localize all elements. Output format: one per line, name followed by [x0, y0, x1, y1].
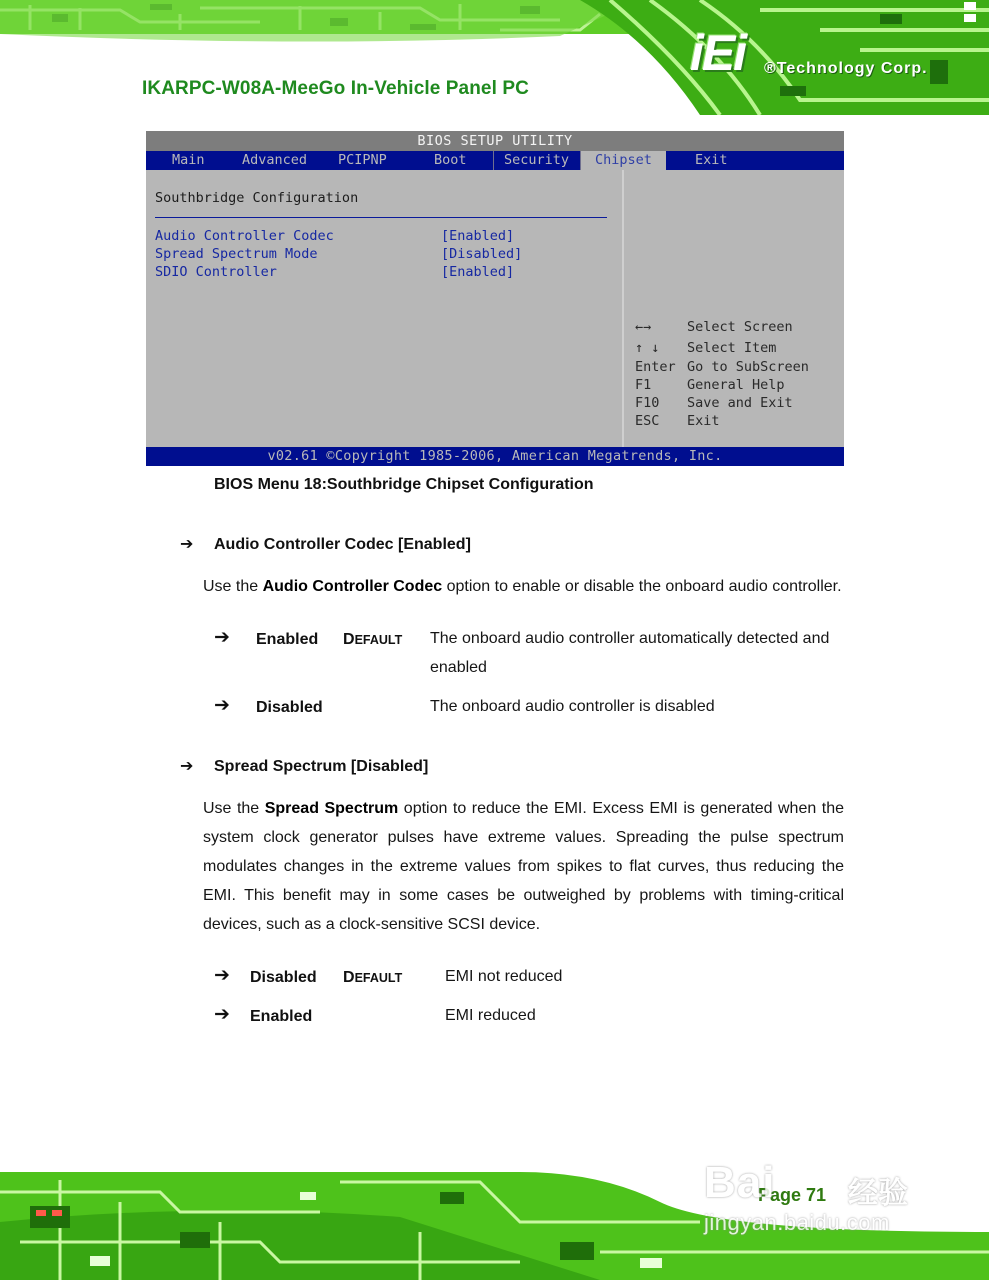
help-key: F10: [635, 395, 660, 411]
help-row: [635, 377, 785, 393]
paragraph-audio: [203, 572, 844, 601]
help-row: [635, 359, 809, 375]
option-row-disabled: [214, 965, 844, 992]
help-desc: Go to SubScreen: [687, 359, 809, 375]
option-value-spread[interactable]: [Disabled]: [441, 246, 523, 262]
help-row: [635, 395, 793, 411]
help-key: F1: [635, 377, 652, 393]
page-number: Page 71: [758, 1185, 827, 1205]
baidu-watermark: [700, 1150, 940, 1250]
para-text: Use the: [203, 578, 263, 595]
help-desc: Save and Exit: [687, 395, 793, 411]
document-title: IKARPC-W08A-MeeGo In-Vehicle Panel PC: [142, 78, 529, 99]
arrow-icon: ➔: [214, 1004, 230, 1025]
tab-separator: [493, 151, 494, 170]
default-rest: EFAULT: [354, 633, 403, 647]
help-key: Enter: [635, 359, 676, 375]
watermark-chinese: 经验: [848, 1177, 908, 1210]
para-text: Use the: [203, 800, 265, 817]
help-key: ↑ ↓: [635, 340, 660, 356]
default-initial: D: [343, 631, 355, 648]
bios-help-panel: [624, 170, 844, 447]
help-row: [635, 413, 720, 429]
default-initial: D: [343, 969, 355, 986]
tab-advanced[interactable]: Advanced: [242, 152, 308, 168]
option-value-audio[interactable]: [Enabled]: [441, 228, 515, 244]
para-bold: Audio Controller Codec: [262, 578, 443, 595]
default-marker: [343, 631, 402, 649]
heading-text: Audio Controller Codec [Enabled]: [214, 536, 471, 553]
option-sdio-controller[interactable]: SDIO Controller: [155, 264, 277, 280]
option-value-sdio[interactable]: [Enabled]: [441, 264, 515, 280]
option-description: The onboard audio controller is disabled: [430, 698, 715, 715]
default-rest: EFAULT: [354, 971, 403, 985]
tab-exit[interactable]: Exit: [695, 152, 728, 168]
option-row-enabled: [214, 1004, 844, 1031]
heading-text: Spread Spectrum [Disabled]: [214, 758, 429, 775]
option-row-disabled: [214, 695, 844, 722]
tab-boot[interactable]: Boot: [434, 152, 467, 168]
tab-main[interactable]: Main: [172, 152, 205, 168]
option-description: The onboard audio controller automatically detected and enabled: [430, 630, 830, 676]
paragraph-spread: [203, 794, 844, 939]
bios-menu-bar: [146, 151, 844, 170]
iei-logo: [690, 25, 970, 88]
arrow-icon: ➔: [180, 536, 194, 553]
watermark-url: jingyan.baidu.com: [704, 1210, 890, 1235]
tab-pcipnp[interactable]: PCIPNP: [338, 152, 387, 168]
arrow-icon: ➔: [214, 627, 230, 648]
bios-options-panel: [146, 170, 622, 447]
option-description: EMI reduced: [445, 1007, 536, 1024]
para-bold: Spread Spectrum: [264, 800, 399, 817]
option-name: Disabled: [250, 969, 317, 986]
help-row: [635, 319, 793, 335]
option-audio-controller-codec[interactable]: Audio Controller Codec: [155, 228, 334, 244]
tab-security[interactable]: Security: [504, 152, 570, 168]
option-row-enabled: [214, 627, 844, 690]
arrow-icon: ➔: [180, 758, 194, 775]
heading-audio-controller-codec: [180, 534, 471, 554]
default-marker: [343, 969, 402, 987]
page-header: [0, 0, 989, 115]
help-row: [635, 340, 776, 356]
help-desc: Select Item: [687, 340, 777, 356]
help-key: ESC: [635, 413, 660, 429]
bios-copyright-bar: v02.61 ©Copyright 1985-2006, American Megatrends, Inc.: [146, 447, 844, 466]
option-description: EMI not reduced: [445, 968, 563, 985]
section-divider: [155, 217, 607, 218]
option-name: Disabled: [256, 699, 323, 716]
bios-setup-screen: [146, 131, 844, 466]
heading-spread-spectrum: [180, 756, 428, 776]
figure-caption: BIOS Menu 18:Southbridge Chipset Configuration: [214, 476, 594, 493]
help-key: ←→: [635, 319, 652, 335]
option-name: Enabled: [250, 1008, 313, 1025]
iei-logo-text: ®Technology Corp.: [764, 60, 928, 77]
help-desc: General Help: [687, 377, 785, 393]
para-text: option to reduce the EMI. Excess EMI is generated when the system clock generator pulses have extreme values. Spreading the pulse spectrum modulates changes in the extreme values from spikes to flat curves, thus reducing the EMI. This benefit may in some cases be outweighed by problems with timing-critical devices, such as a clock-sensitive SCSI device.: [203, 800, 845, 933]
arrow-icon: ➔: [214, 695, 230, 716]
bios-title-bar: BIOS SETUP UTILITY: [146, 131, 844, 151]
option-spread-spectrum-mode[interactable]: Spread Spectrum Mode: [155, 246, 318, 262]
section-title: Southbridge Configuration: [155, 190, 359, 206]
arrow-icon: ➔: [214, 965, 230, 986]
tab-chipset[interactable]: Chipset: [581, 151, 666, 170]
para-text: option to enable or disable the onboard audio controller.: [442, 578, 842, 595]
help-desc: Select Screen: [687, 319, 793, 335]
iei-logo-mark: iEi: [690, 25, 746, 81]
watermark-brand: Bai: [704, 1158, 776, 1207]
option-name: Enabled: [256, 631, 319, 648]
help-desc: Exit: [687, 413, 720, 429]
